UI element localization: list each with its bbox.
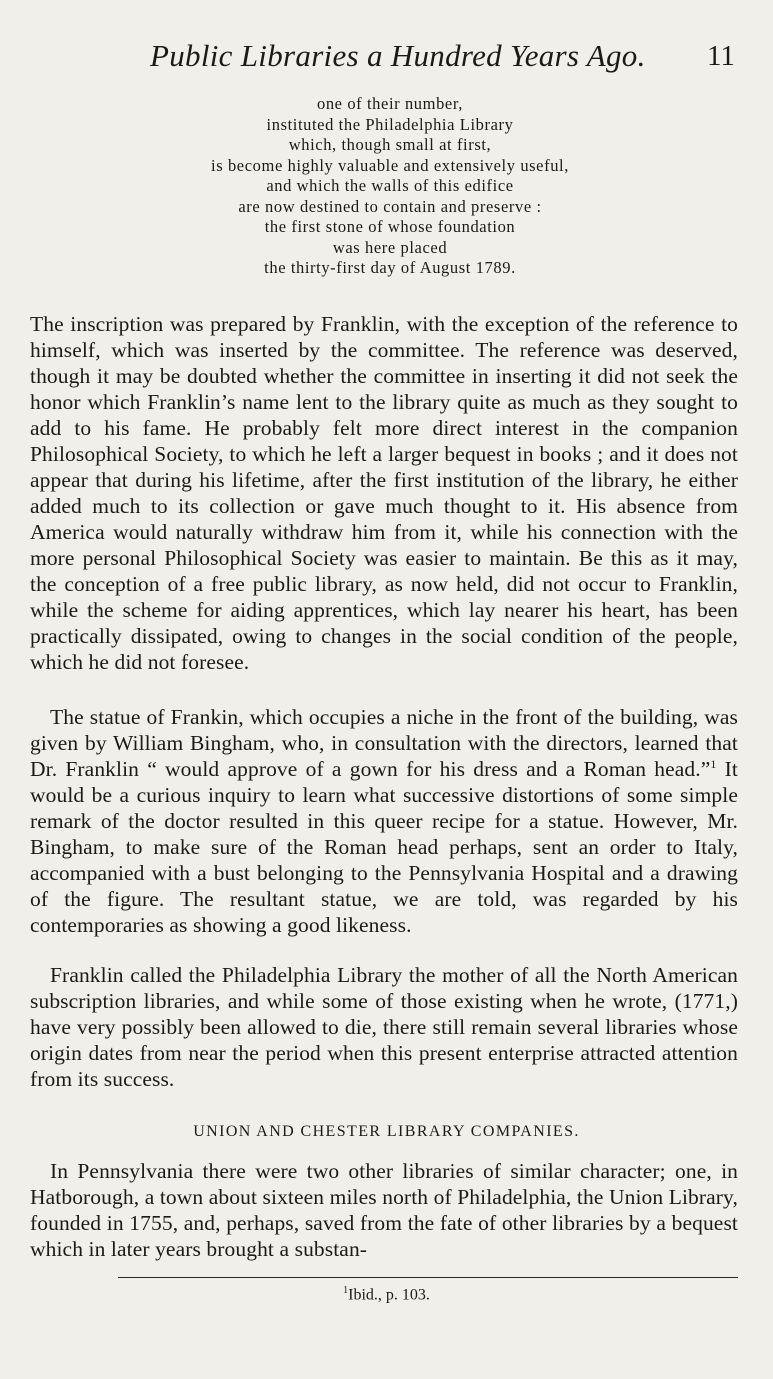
inscription-line: and which the walls of this edifice <box>266 176 514 195</box>
footnote-reference: 1 <box>710 756 717 771</box>
inscription-line: is become highly valuable and extensively useful, <box>211 155 569 175</box>
footnote-divider <box>118 1277 738 1278</box>
paragraph-text-part: The statue of Frankin, which occupies a niche in the front of the building, was given by William Bingham, who, in consultation with the directors, learned that Dr. Franklin “ would approve of a gown for his dress and a Roman head.” <box>30 705 738 781</box>
paragraph-pennsylvania-libraries <box>30 1158 738 1262</box>
page-number: 11 <box>707 40 735 72</box>
inscription-line: which, though small at first, <box>288 135 492 154</box>
running-title: Public Libraries a Hundred Years Ago. <box>150 38 646 73</box>
inscription-line: the first stone of whose foundation <box>264 217 516 236</box>
inscription-line: one of their number, <box>316 94 464 113</box>
inscription-line: instituted the Philadelphia Library <box>266 114 514 134</box>
paragraph-statue <box>30 704 738 938</box>
footnote <box>0 1285 773 1304</box>
paragraph-inscription-commentary <box>30 311 738 675</box>
inscription-line: was here placed <box>332 237 448 257</box>
inscription-line: are now destined to contain and preserve : <box>238 196 542 216</box>
inscription-line: the thirty-first day of August 1789. <box>264 258 516 277</box>
paragraph-subscription-libraries <box>30 962 738 1092</box>
footnote-text: Ibid., p. 103. <box>348 1286 430 1304</box>
footnote-marker: 1 <box>343 1285 349 1296</box>
inscription-block <box>140 94 640 279</box>
section-heading: UNION AND CHESTER LIBRARY COMPANIES. <box>193 1123 580 1140</box>
paragraph-text: In Pennsylvania there were two other libraries of similar character; one, in Hatborough, a town about sixteen miles north of Philadelphia, the Union Library, founded in 1755, and, perhaps, saved from the fate of other libraries by a bequest which in later years brought a substan- <box>30 1159 738 1261</box>
paragraph-text <box>30 704 738 938</box>
paragraph-text-part: It would be a curious inquiry to learn what successive distortions of some simple remark of the doctor resulted in this queer recipe for a statue. However, Mr. Bingham, to make sure of the Roman head perhaps, sent an order to Italy, accompanied with a bust belonging to the Pennsylvania Hospital and a drawing of the figure. The resultant statue, we are told, was regarded by his contemporaries as showing a good likeness. <box>30 757 739 937</box>
paragraph-text: The inscription was prepared by Franklin, with the exception of the reference to himself, which was inserted by the committee. The reference was deserved, though it may be doubted whether the committee in inserting it did not seek the honor which Franklin’s name lent to the library quite as much as they sought to add to his fame. He probably felt more direct interest in the companion Philosophical Society, to which he left a larger bequest in books ; and it does not appear that during his lifetime, after the first institution of the library, he either added much to its collection or gave much thought to it. His absence from America would naturally withdraw him from it, while his connection with the more personal Philosophical Society was easier to maintain. Be this as it may, the conception of a free public library, as now held, did not occur to Franklin, while the scheme for aiding apprentices, which lay nearer his heart, has been practically dissipated, owing to changes in the social condition of the people, which he did not foresee. <box>30 312 738 674</box>
paragraph-text: Franklin called the Philadelphia Library the mother of all the North American subscription libraries, and while some of those existing when he wrote, (1771,) have very possibly been allowed to die, there still remain several libraries whose origin dates from near the period when this present enterprise attracted attention from its success. <box>30 963 738 1091</box>
